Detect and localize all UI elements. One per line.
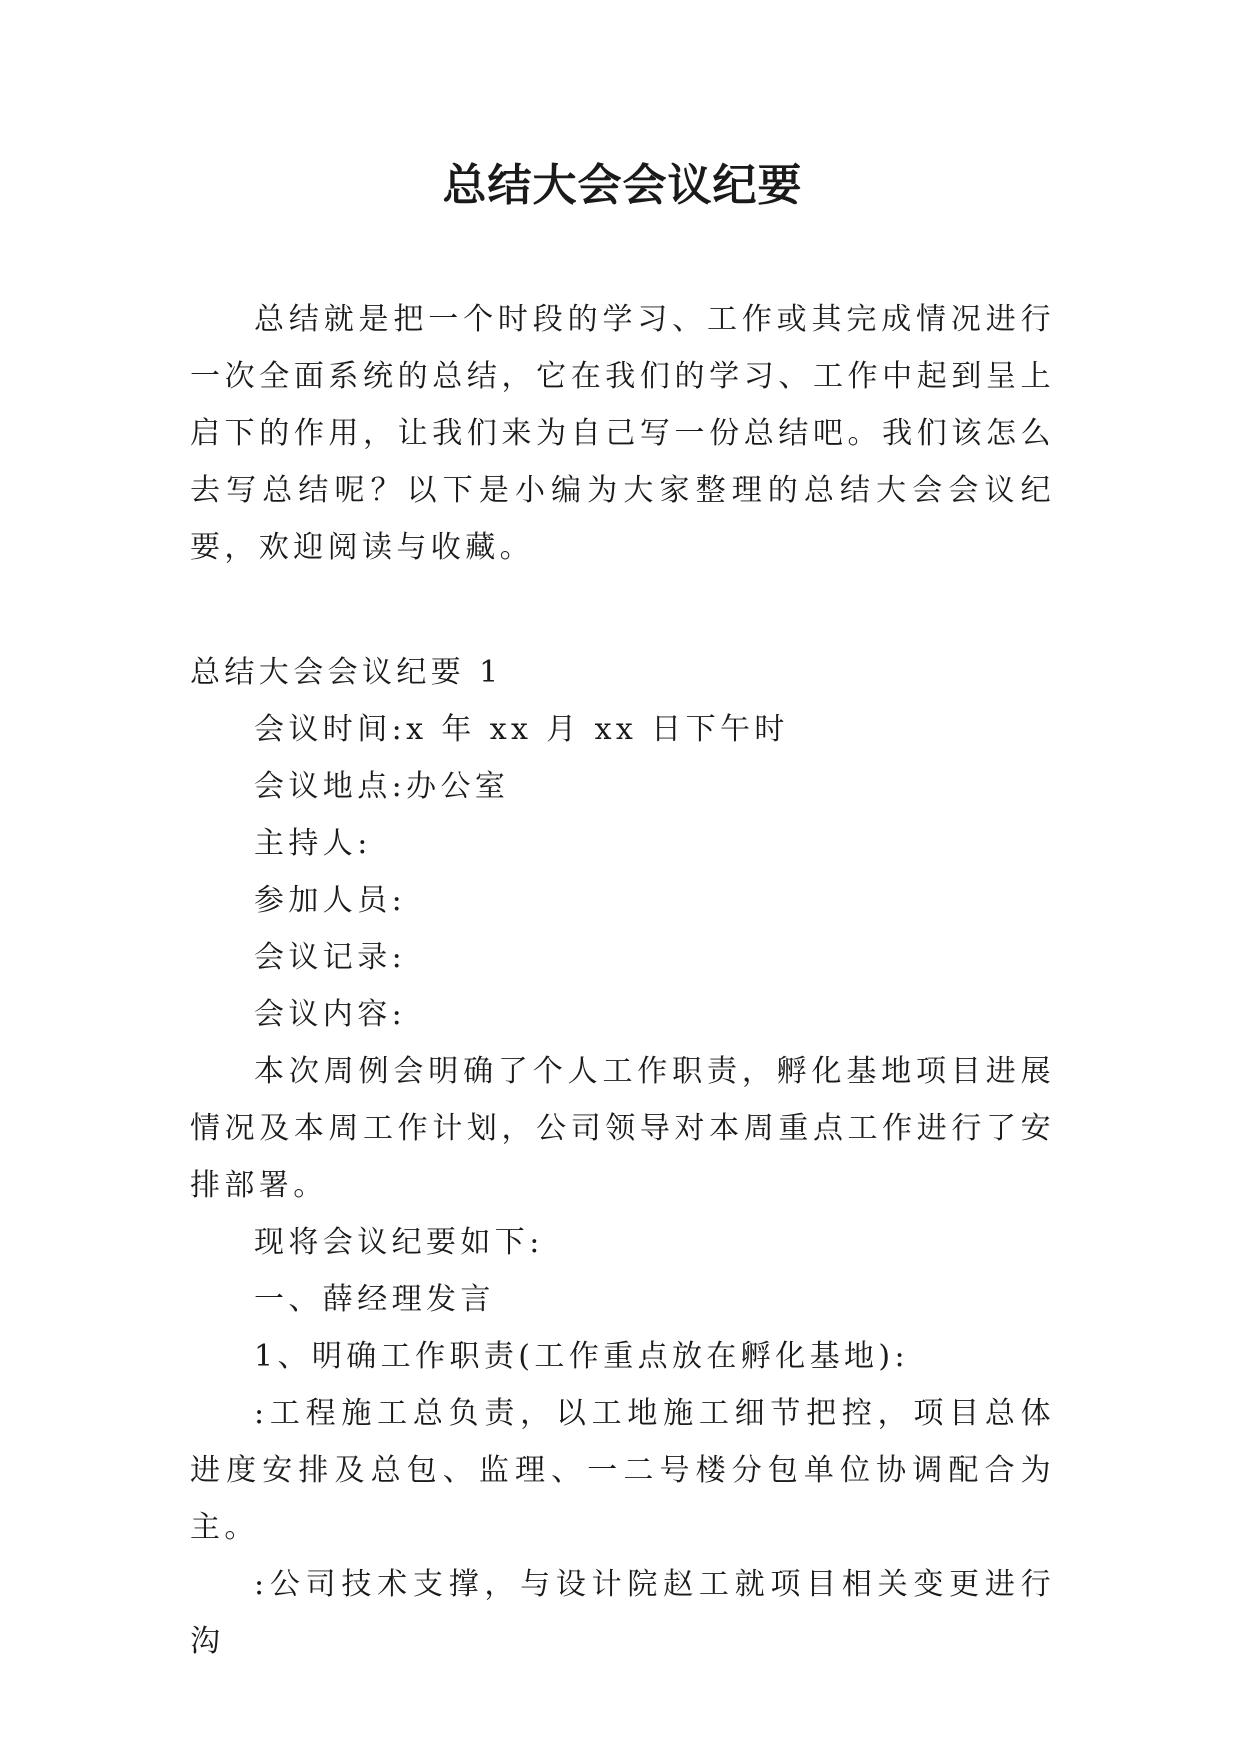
item-heading: 1、明确工作职责(工作重点放在孵化基地): xyxy=(254,1339,910,1374)
minutes-intro: 现将会议纪要如下: xyxy=(254,1225,544,1260)
intro-paragraph: 总结就是把一个时段的学习、工作或其完成情况进行一次全面系统的总结，它在我们的学习、工作中起到呈上启下的作用，让我们来为自己写一份总结吧。我们该怎么去写总结呢？以下是小编为大家整理的总结大会会议纪要，欢迎阅读与收藏。 xyxy=(190,302,1055,565)
meeting-content-label: 会议内容: xyxy=(254,997,407,1032)
meeting-place: 会议地点:办公室 xyxy=(254,769,510,804)
meeting-attendees: 参加人员: xyxy=(254,883,407,918)
meeting-time: 会议时间:x 年 xx 月 xx 日下午时 xyxy=(254,712,789,747)
meeting-host: 主持人: xyxy=(254,826,372,861)
speech-heading: 一、薛经理发言 xyxy=(254,1282,495,1317)
duty-paragraph: :工程施工总负责，以工地施工细节把控，项目总体进度安排及总包、监理、一二号楼分包单位协调配合为主。 xyxy=(190,1396,1055,1545)
meeting-recorder: 会议记录: xyxy=(254,940,407,975)
meeting-summary: 本次周例会明确了个人工作职责，孵化基地项目进展情况及本周工作计划，公司领导对本周重点工作进行了安排部署。 xyxy=(190,1054,1055,1203)
duty-paragraph: :公司技术支撑，与设计院赵工就项目相关变更进行沟 xyxy=(190,1567,1055,1659)
section-heading: 总结大会会议纪要 1 xyxy=(190,655,503,690)
document-title: 总结大会会议纪要 xyxy=(442,160,803,211)
meeting-minutes-section xyxy=(190,644,1055,1670)
